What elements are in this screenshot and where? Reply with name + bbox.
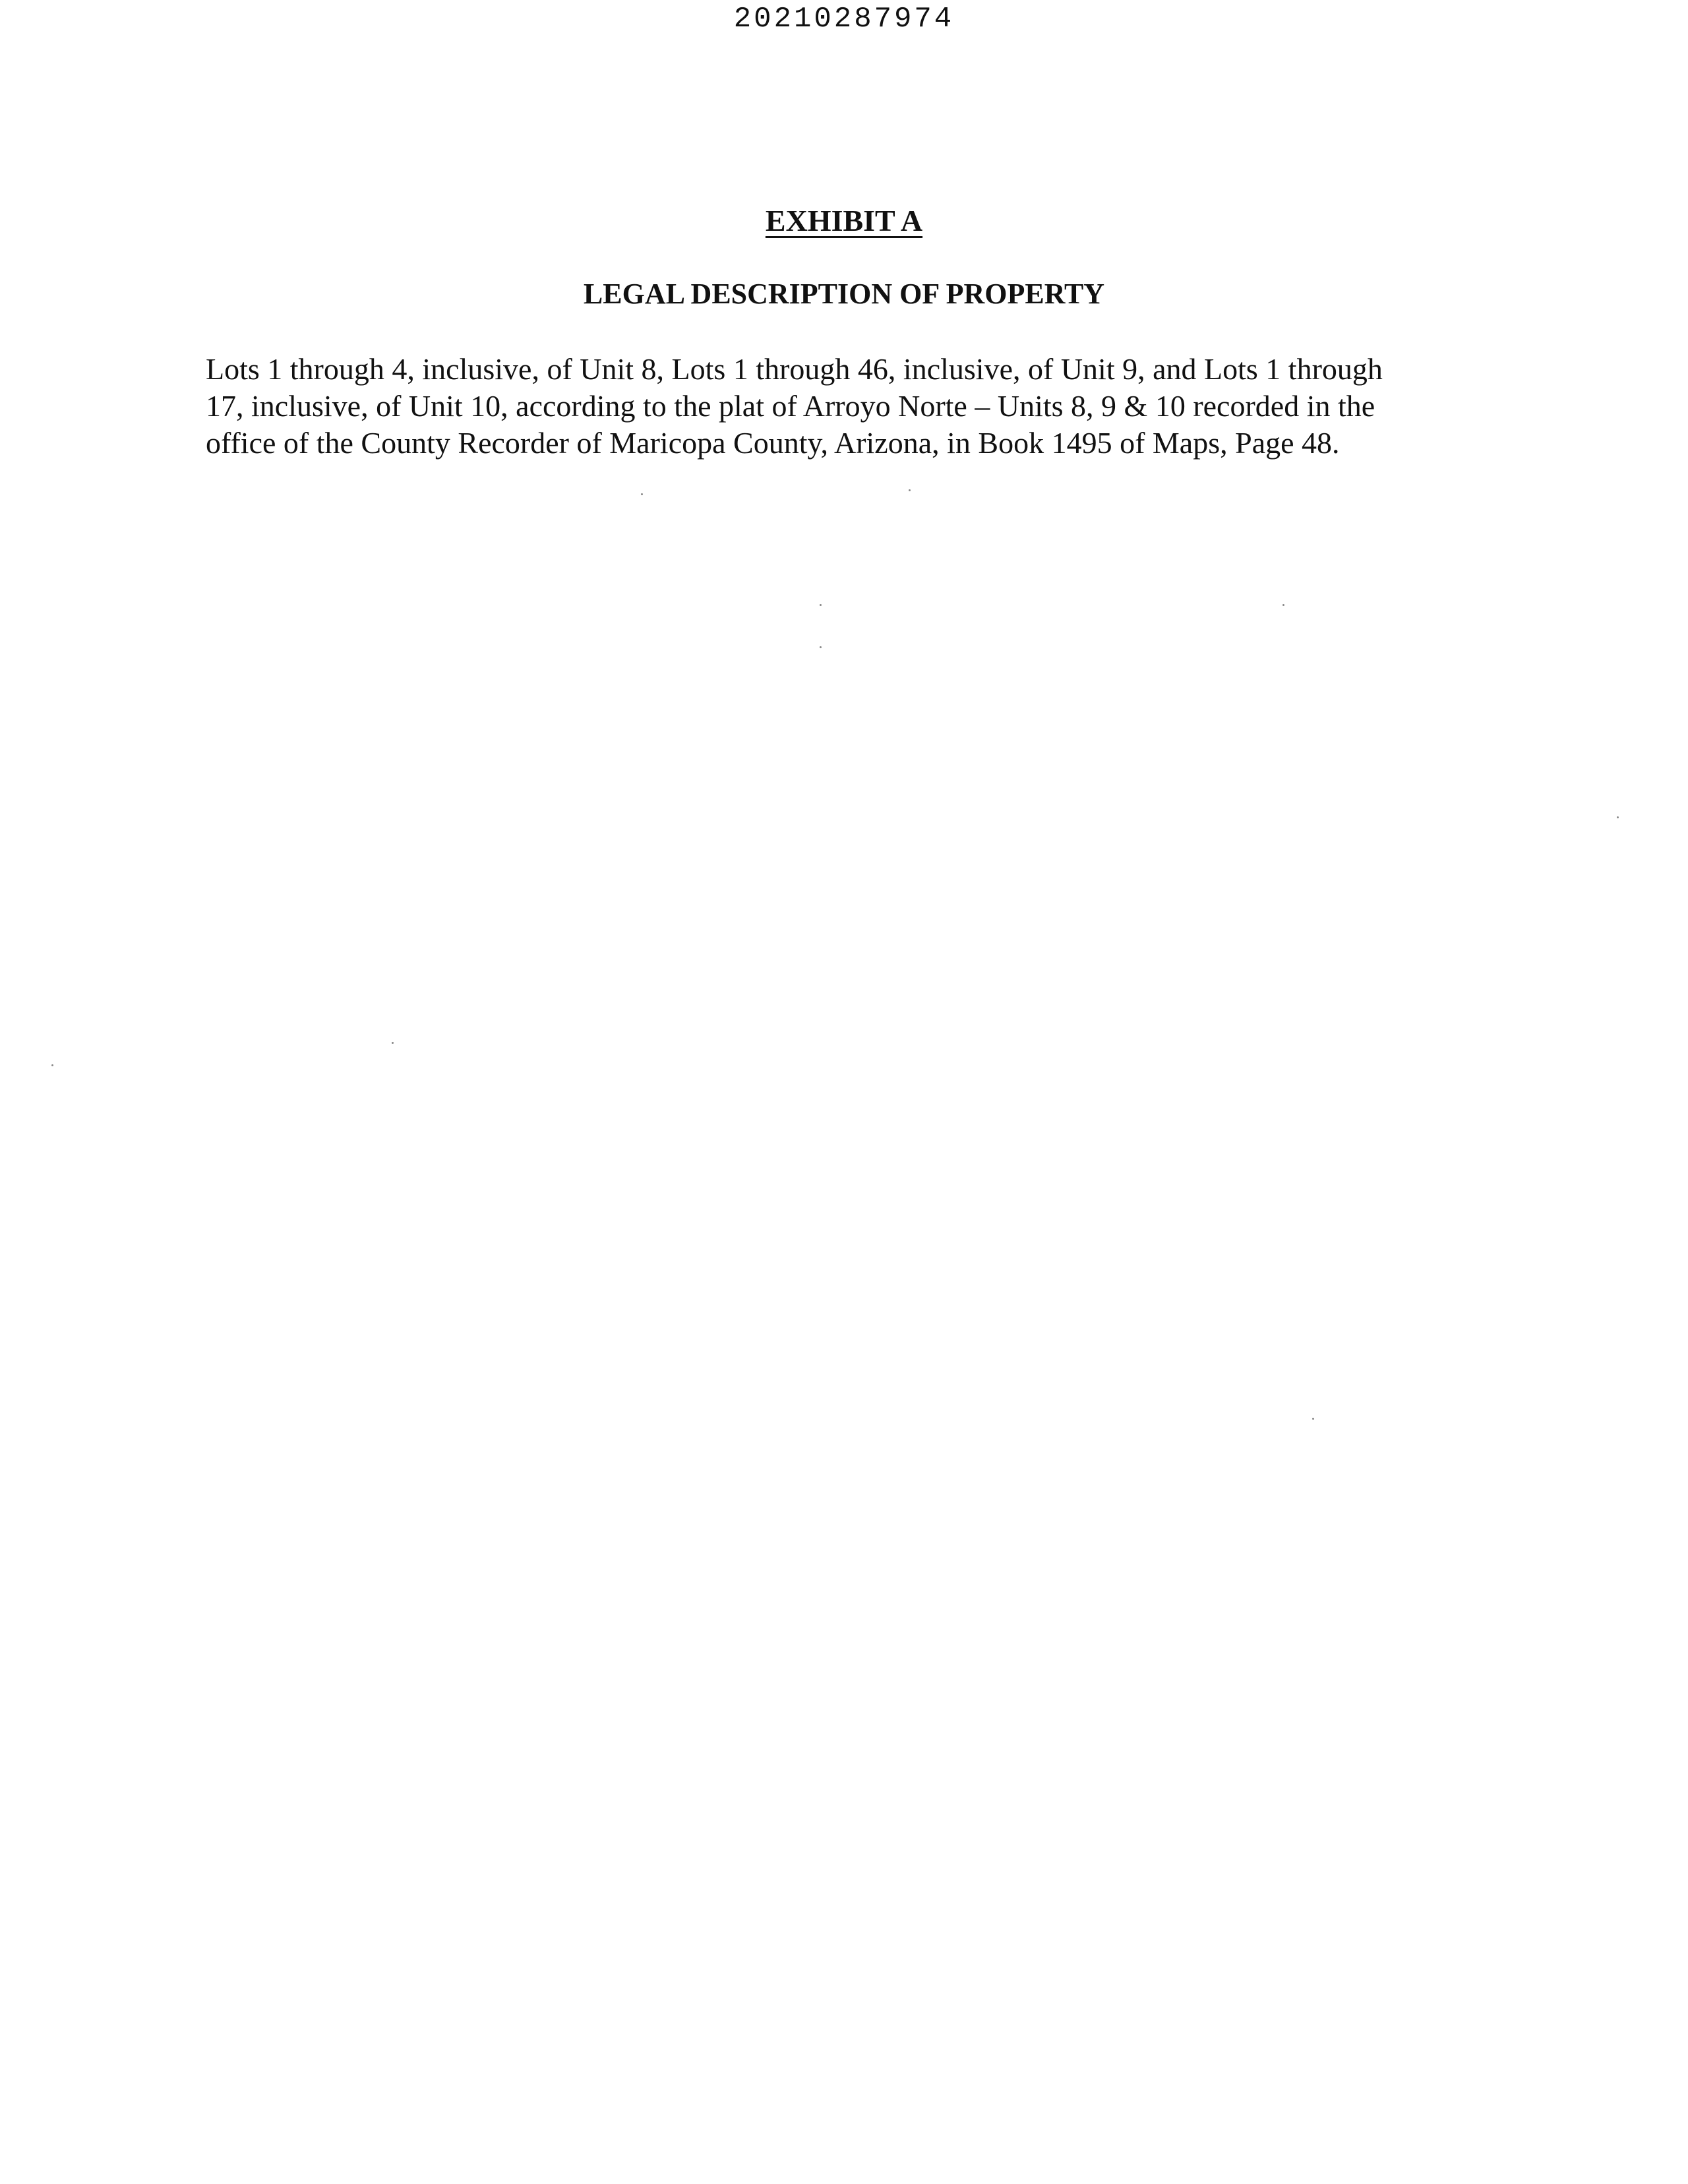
legal-description-line: Lots 1 through 4, inclusive, of Unit 8, Lots 1 through 46, inclusive, of Unit 9, and Lots 1 through: [206, 352, 1383, 386]
scan-speck: [1282, 604, 1284, 606]
scan-speck: [641, 493, 643, 495]
scan-speck: [820, 604, 822, 606]
legal-description-line: 17, inclusive, of Unit 10, according to the plat of Arroyo Norte – Units 8, 9 & 10 recorded in the: [206, 389, 1375, 423]
scan-speck: [1617, 816, 1619, 818]
legal-description-paragraph: [206, 351, 1498, 462]
scan-speck: [1312, 1418, 1314, 1420]
exhibit-title: EXHIBIT A: [765, 204, 923, 237]
section-heading: LEGAL DESCRIPTION OF PROPERTY: [583, 278, 1105, 310]
recording-number: 20210287974: [733, 3, 955, 36]
scan-speck: [909, 489, 911, 491]
scan-speck: [392, 1042, 394, 1044]
scan-speck: [820, 646, 822, 648]
scan-speck: [51, 1064, 53, 1066]
legal-description-line: office of the County Recorder of Maricopa County, Arizona, in Book 1495 of Maps, Page 48.: [206, 426, 1340, 460]
